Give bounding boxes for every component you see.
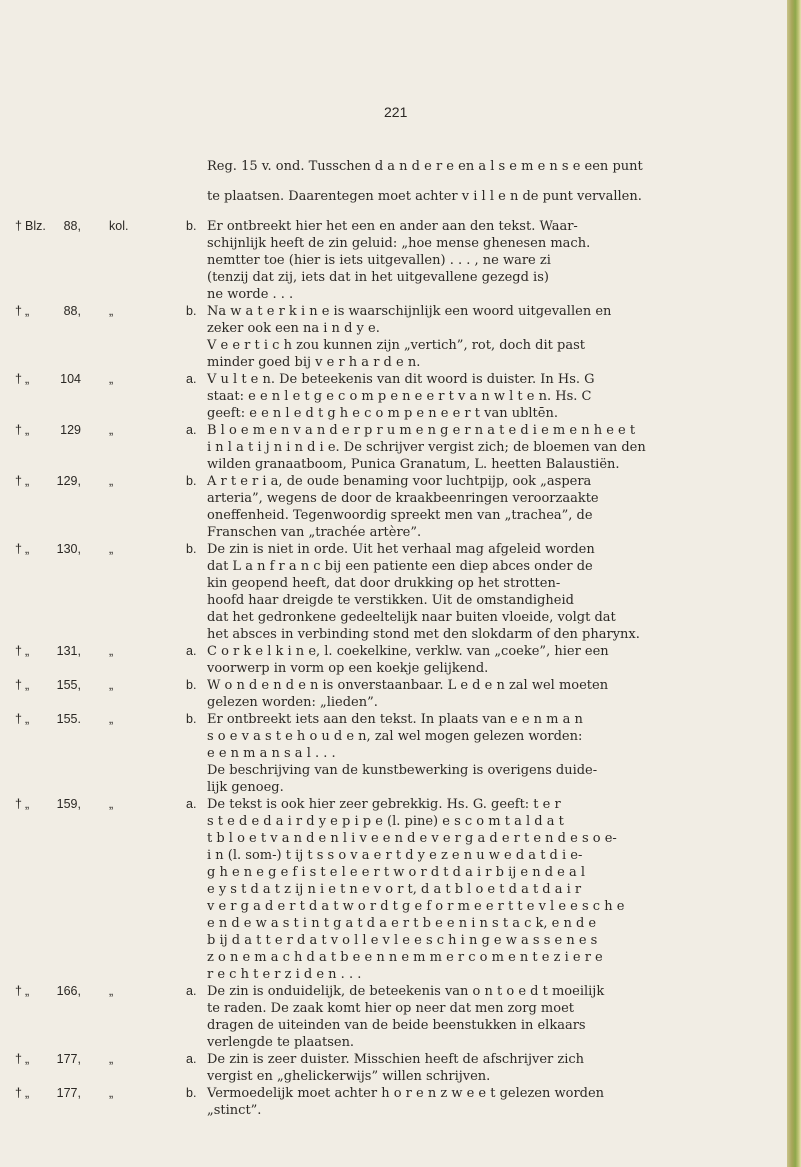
- dagger-mark: †: [15, 542, 22, 556]
- text-line: ne worde . . .: [207, 287, 294, 302]
- text-line: vergist en „ghelickerwijs” willen schrijven.: [207, 1069, 491, 1084]
- text-line: dat het gedronkene gedeeltelijk naar buiten vloeide, volgt dat: [207, 610, 616, 625]
- text-line: schijnlijk heeft de zin geluid: „hoe mense ghenesen mach.: [207, 236, 591, 251]
- blz-label: „: [25, 984, 30, 998]
- text-line: verlengde te plaatsen.: [207, 1035, 355, 1050]
- page-ref: 129: [60, 423, 81, 437]
- dagger-mark: †: [15, 304, 22, 318]
- column-letter: a.: [186, 1052, 197, 1066]
- text-line: „stinct”.: [207, 1103, 262, 1118]
- entry-text: [207, 1085, 769, 1119]
- text-line: lijk genoeg.: [207, 780, 284, 795]
- dagger-mark: †: [15, 423, 22, 437]
- column-label: „: [109, 644, 114, 658]
- page-ref: 155,: [56, 678, 81, 692]
- text-line: e y s t d a t z ij n i e t n e v o r t, d a t b l o e t d a t d a i r: [207, 882, 582, 897]
- text-line: het absces in verbinding stond met den slokdarm of den pharynx.: [207, 627, 640, 642]
- entry-text: [207, 677, 769, 711]
- entry-text: [207, 218, 769, 303]
- text-line: e n d e w a s t i n t g a t d a e r t b e e n i n s t a c k, e n d e: [207, 916, 597, 931]
- errata-entry: [15, 218, 769, 303]
- column-label: „: [109, 542, 114, 556]
- text-line: i n (l. som-) t ij t s s o v a e r t d y e z e n u w e d a t d i e-: [207, 848, 583, 863]
- errata-entry: [15, 422, 769, 473]
- errata-page: [15, 145, 769, 1119]
- column-letter: a.: [186, 797, 197, 811]
- text-line: geeft: e e n l e d t g h e c o m p e n e e r t van ubltēn.: [207, 406, 558, 421]
- text-line: W o n d e n d e n is onverstaanbaar. L e d e n zal wel moeten: [207, 678, 609, 693]
- entry-reference: [15, 303, 207, 320]
- dagger-mark: †: [15, 984, 22, 998]
- text-line: staat: e e n l e t g e c o m p e n e e r t v a n w l t e n. Hs. C: [207, 389, 592, 404]
- page-ref: 166,: [56, 984, 81, 998]
- entry-text: [207, 983, 769, 1051]
- errata-entry: [15, 303, 769, 371]
- column-label: „: [109, 474, 114, 488]
- text-line: V e e r t i c h zou kunnen zijn „vertich”, rot, doch dit past: [207, 338, 585, 353]
- entry-reference: [15, 711, 207, 728]
- entry-text: [207, 1051, 769, 1085]
- errata-entry: [15, 1085, 769, 1119]
- entry-text: [207, 796, 769, 983]
- dagger-mark: †: [15, 678, 22, 692]
- text-line: dat L a n f r a n c bij een patiente een diep abces onder de: [207, 559, 593, 574]
- entry-text: [207, 303, 769, 371]
- text-line: oneffenheid. Tegenwoordig spreekt men van „trachea”, de: [207, 508, 593, 523]
- entry-text: [207, 643, 769, 677]
- entry-reference: [15, 677, 207, 694]
- text-line: wilden granaatboom, Punica Granatum, L. heetten Balaustiën.: [207, 457, 620, 472]
- column-letter: a.: [186, 644, 197, 658]
- errata-list: [15, 218, 769, 1119]
- column-label: „: [109, 372, 114, 386]
- text-line: g h e n e g e f i s t e l e e r t w o r d t d a i r b ij e n d e a l: [207, 865, 586, 880]
- text-line: te raden. De zaak komt hier op neer dat men zorg moet: [207, 1001, 574, 1016]
- column-letter: a.: [186, 984, 197, 998]
- column-letter: b.: [186, 678, 197, 692]
- column-letter: a.: [186, 423, 197, 437]
- blz-label: „: [25, 797, 30, 811]
- errata-entry: [15, 983, 769, 1051]
- column-label: „: [109, 304, 114, 318]
- page-ref: 177,: [56, 1052, 81, 1066]
- dagger-mark: †: [15, 644, 22, 658]
- text-line: minder goed bij v e r h a r d e n.: [207, 355, 421, 370]
- text-line: Vermoedelijk moet achter h o r e n z w e e t gelezen worden: [207, 1086, 605, 1101]
- column-label: kol.: [109, 219, 129, 233]
- column-letter: b.: [186, 304, 197, 318]
- column-letter: b.: [186, 542, 197, 556]
- text-line: Franschen van „trachée artère”.: [207, 525, 422, 540]
- text-line: gelezen worden: „lieden”.: [207, 695, 378, 710]
- text-line: Er ontbreekt iets aan den tekst. In plaats van e e n m a n: [207, 712, 583, 727]
- blz-label: „: [25, 644, 30, 658]
- text-line: hoofd haar dreigde te verstikken. Uit de omstandigheid: [207, 593, 574, 608]
- page-ref: 159,: [56, 797, 81, 811]
- text-line: C o r k e l k i n e, l. coekelkine, verklw. van „coeke”, hier een: [207, 644, 609, 659]
- column-label: „: [109, 712, 114, 726]
- text-line: v e r g a d e r t d a t w o r d t g e f o r m e e r t t e v l e e s c h e: [207, 899, 625, 914]
- blz-label: Blz.: [25, 219, 46, 233]
- dagger-mark: †: [15, 1052, 22, 1066]
- column-label: „: [109, 1052, 114, 1066]
- entry-reference: [15, 422, 207, 439]
- entry-text: [207, 371, 769, 422]
- text-line: B l o e m e n v a n d e r p r u m e n g e r n a t e d i e m e n h e e t: [207, 423, 636, 438]
- text-line: (tenzij dat zij, iets dat in het uitgevallene gezegd is): [207, 270, 549, 285]
- blz-label: „: [25, 423, 30, 437]
- text-line: voorwerp in vorm op een koekje gelijkend.: [207, 661, 489, 676]
- text-line: dragen de uiteinden van de beide beenstukken in elkaars: [207, 1018, 586, 1033]
- text-line: z o n e m a c h d a t b e e n n e m m e r c o m e n t e z i e r e: [207, 950, 603, 965]
- text-line: nemtter toe (hier is iets uitgevallen) . . . , ne ware zi: [207, 253, 551, 268]
- entry-reference: [15, 473, 207, 490]
- column-letter: a.: [186, 372, 197, 386]
- page-ref: 155.: [56, 712, 81, 726]
- page-edge: [787, 0, 801, 1167]
- page-ref: 104: [60, 372, 81, 386]
- text-line: i n l a t i j n i n d i e. De schrijver vergist zich; de bloemen van den: [207, 440, 646, 455]
- page-ref: 130,: [56, 542, 81, 556]
- text-line: Reg. 15 v. ond. Tusschen d a n d e r e en a l s e m e n s e een punt: [207, 159, 643, 174]
- entry-reference: [15, 643, 207, 660]
- text-line: zeker ook een na i n d y e.: [207, 321, 380, 336]
- entry-text: [207, 711, 769, 796]
- errata-entry: [15, 711, 769, 796]
- entry-reference: [15, 371, 207, 388]
- text-line: De zin is zeer duister. Misschien heeft de afschrijver zich: [207, 1052, 585, 1067]
- entry-text: [207, 541, 769, 643]
- text-line: arteria”, wegens de door de kraakbeenringen veroorzaakte: [207, 491, 599, 506]
- blz-label: „: [25, 542, 30, 556]
- entry-reference: [15, 796, 207, 813]
- text-line: Na w a t e r k i n e is waarschijnlijk een woord uitgevallen en: [207, 304, 612, 319]
- entry-reference: [15, 218, 207, 235]
- errata-entry: [15, 643, 769, 677]
- text-line: s o e v a s t e h o u d e n, zal wel mogen gelezen worden:: [207, 729, 583, 744]
- dagger-mark: †: [15, 219, 22, 233]
- column-label: „: [109, 797, 114, 811]
- text-line: A r t e r i a, de oude benaming voor luchtpijp, ook „aspera: [207, 474, 592, 489]
- column-label: „: [109, 984, 114, 998]
- column-label: „: [109, 423, 114, 437]
- blz-label: „: [25, 678, 30, 692]
- text-line: e e n m a n s a l . . .: [207, 746, 336, 761]
- blz-label: „: [25, 1086, 30, 1100]
- text-line: te plaatsen. Daarentegen moet achter v i l l e n de punt vervallen.: [207, 189, 642, 204]
- text-line: Er ontbreekt hier het een en ander aan den tekst. Waar-: [207, 219, 578, 234]
- column-letter: b.: [186, 474, 197, 488]
- errata-entry: [15, 1051, 769, 1085]
- blz-label: „: [25, 372, 30, 386]
- column-letter: b.: [186, 219, 197, 233]
- page-ref: 129,: [56, 474, 81, 488]
- page-ref: 131,: [56, 644, 81, 658]
- text-line: r e c h t e r z i d e n . . .: [207, 967, 362, 982]
- dagger-mark: †: [15, 1086, 22, 1100]
- blz-label: „: [25, 1052, 30, 1066]
- intro-paragraph: [207, 158, 769, 205]
- column-letter: b.: [186, 712, 197, 726]
- page-ref: 88,: [63, 304, 81, 318]
- dagger-mark: †: [15, 797, 22, 811]
- entry-reference: [15, 1085, 207, 1102]
- entry-text: [207, 473, 769, 541]
- dagger-mark: †: [15, 712, 22, 726]
- column-label: „: [109, 678, 114, 692]
- blz-label: „: [25, 712, 30, 726]
- text-line: De zin is niet in orde. Uit het verhaal mag afgeleid worden: [207, 542, 595, 557]
- dagger-mark: †: [15, 474, 22, 488]
- text-line: b ij d a t t e r d a t v o l l e v l e e s c h i n g e w a s s e n e s: [207, 933, 598, 948]
- text-line: De beschrijving van de kunstbewerking is overigens duide-: [207, 763, 598, 778]
- page-ref: 88,: [63, 219, 81, 233]
- errata-entry: [15, 473, 769, 541]
- errata-entry: [15, 796, 769, 983]
- blz-label: „: [25, 474, 30, 488]
- text-line: kin geopend heeft, dat door drukking op het strotten-: [207, 576, 561, 591]
- entry-reference: [15, 983, 207, 1000]
- text-line: s t e d e d a i r d y e p i p e (l. pine) e s c o m t a l d a t: [207, 814, 564, 829]
- errata-entry: [15, 677, 769, 711]
- dagger-mark: †: [15, 372, 22, 386]
- errata-entry: [15, 541, 769, 643]
- page-number: 221: [384, 104, 408, 120]
- text-line: V u l t e n. De beteekenis van dit woord is duister. In Hs. G: [207, 372, 595, 387]
- errata-entry: [15, 371, 769, 422]
- column-label: „: [109, 1086, 114, 1100]
- entry-reference: [15, 1051, 207, 1068]
- text-line: t b l o e t v a n d e n l i v e e n d e v e r g a d e r t e n d e s o e-: [207, 831, 617, 846]
- entry-text: [207, 422, 769, 473]
- column-letter: b.: [186, 1086, 197, 1100]
- blz-label: „: [25, 304, 30, 318]
- text-line: De zin is onduidelijk, de beteekenis van o n t o e d t moeilijk: [207, 984, 605, 999]
- entry-reference: [15, 541, 207, 558]
- page-ref: 177,: [56, 1086, 81, 1100]
- text-line: De tekst is ook hier zeer gebrekkig. Hs. G. geeft: t e r: [207, 797, 561, 812]
